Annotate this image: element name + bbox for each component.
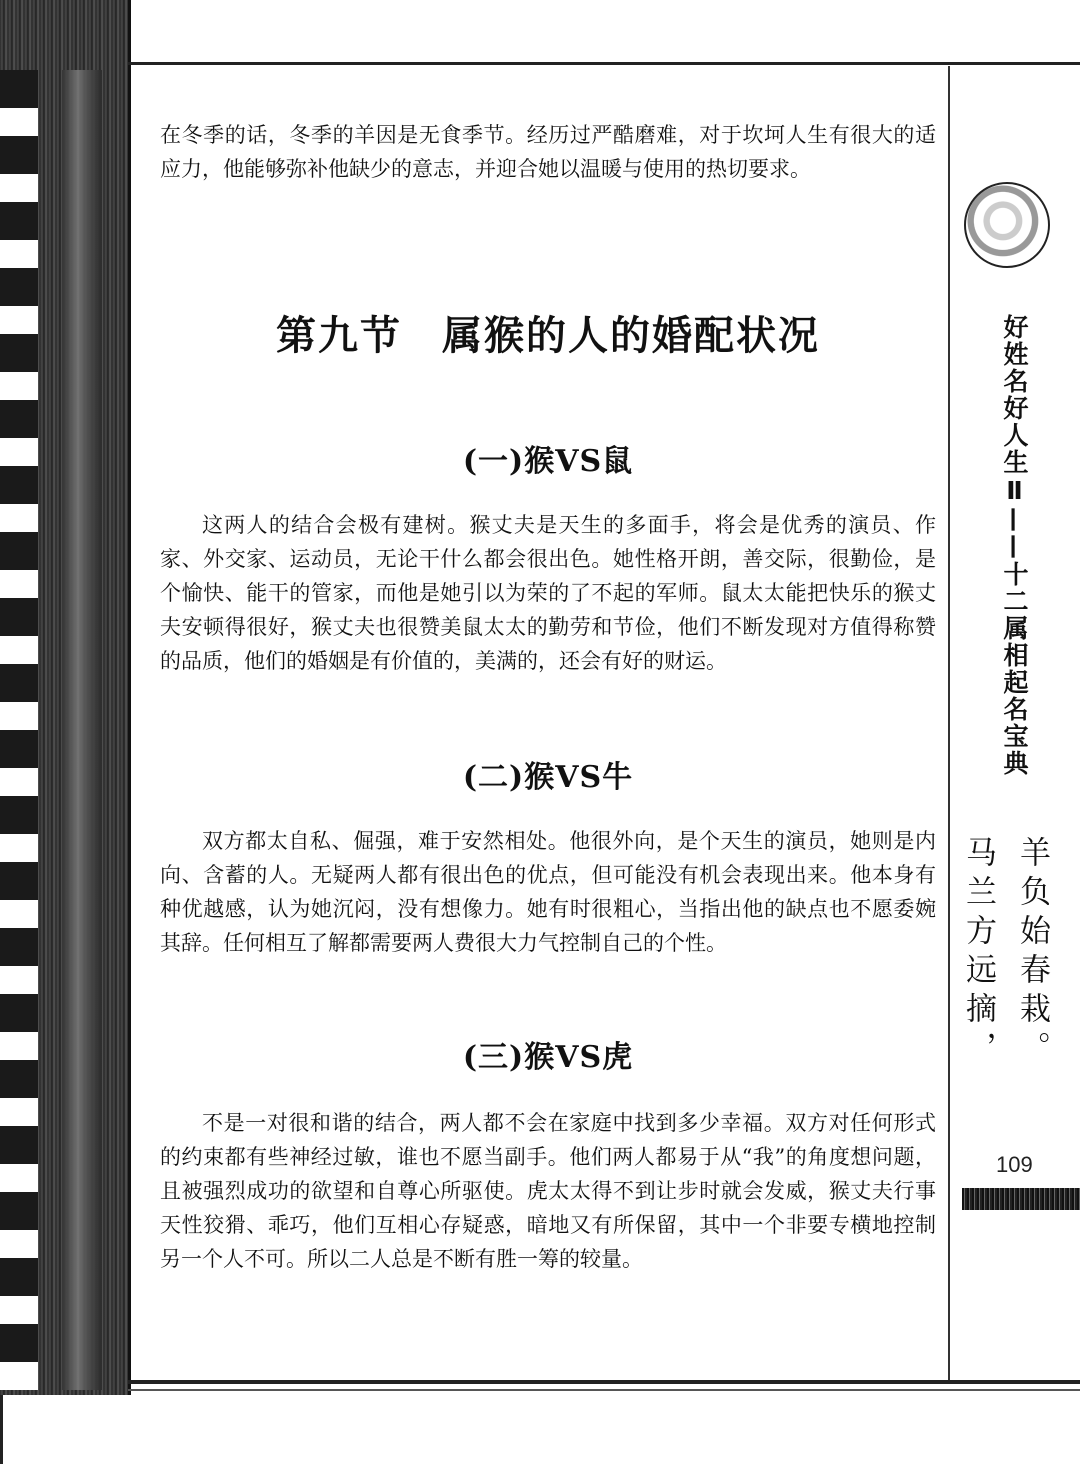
subsection-text-1: 这两人的结合会极有建树。猴丈夫是天生的多面手，将会是优秀的演员、作家、外交家、运动员，无论干什么都会很出色。她性格开朗，善交际，很勤俭，是个愉快、能干的管家，而他是她引以为荣的了不起的军师。鼠太太能把快乐的猴丈夫安顿得很好，猴丈夫也很赞美鼠太太的勤劳和节俭，他们不断发现对方值得称赞的品质，他们的婚姻是有价值的，美满的，还会有好的财运。 xyxy=(160,513,936,673)
intro-paragraph: 在冬季的话，冬季的羊因是无食季节。经历过严酷磨难，对于坎坷人生有很大的适应力，他能够弥补他缺少的意志，并迎合她以温暖与使用的热切要求。 xyxy=(160,123,936,181)
page-number: 109 xyxy=(996,1152,1033,1177)
subsection-body-3 xyxy=(160,1106,936,1276)
sidebar-divider xyxy=(948,66,950,1380)
section-title xyxy=(160,304,936,361)
film-sprocket-holes xyxy=(0,70,38,1390)
subsection-body-1 xyxy=(160,508,936,678)
frame-top-line xyxy=(128,62,1080,65)
poem-line-1: 羊负始春栽。 xyxy=(1014,836,1050,1070)
poem-line-2: 马兰方远摘， xyxy=(960,836,996,1070)
subsection-text-2: 双方都太自私、倔强，难于安然相处。他很外向，是个天生的演员，她则是内向、含蓄的人。无疑两人都有很出色的优点，但可能没有机会表现出来。他本身有种优越感，认为她沉闷，没有想像力。她有时很粗心，当指出他的缺点也不愿委婉其辞。任何相互了解都需要两人费很大力气控制自己的个性。 xyxy=(160,829,936,955)
subsection-text-3: 不是一对很和谐的结合，两人都不会在家庭中找到多少幸福。双方对任何形式的约束都有些神经过敏，谁也不愿当副手。他们两人都易于从“我”的角度想问题，且被强烈成功的欲望和自尊心所驱使。虎太太得不到让步时就会发威，猴丈夫行事天性狡猾、乖巧，他们互相心存疑惑，暗地又有所保留，其中一个非要专横地控制另一个人不可。所以二人总是不断有胜一筹的较量。 xyxy=(160,1111,936,1271)
film-strip-decoration xyxy=(0,0,131,1395)
frame-bottom-line-thin xyxy=(128,1389,1080,1391)
frame-bottom-line xyxy=(128,1380,1080,1384)
section-name: 属猴的人的婚配状况 xyxy=(442,313,820,359)
subsection-body-2 xyxy=(160,824,936,960)
subsection-heading-1: (一)猴VS鼠 xyxy=(462,444,634,479)
subsection-heading-3: (三)猴VS虎 xyxy=(462,1040,634,1075)
intro-block xyxy=(160,118,936,186)
zodiac-horse-emblem-icon xyxy=(964,182,1050,268)
book-title: 好姓名好人生Ⅱ——十二属相起名宝典 xyxy=(1000,314,1029,777)
section-number: 第九节 xyxy=(276,313,402,359)
page-number-bar xyxy=(962,1188,1080,1210)
subsection-heading-2: (二)猴VS牛 xyxy=(462,760,634,795)
film-seal-script-artwork xyxy=(66,260,100,1280)
